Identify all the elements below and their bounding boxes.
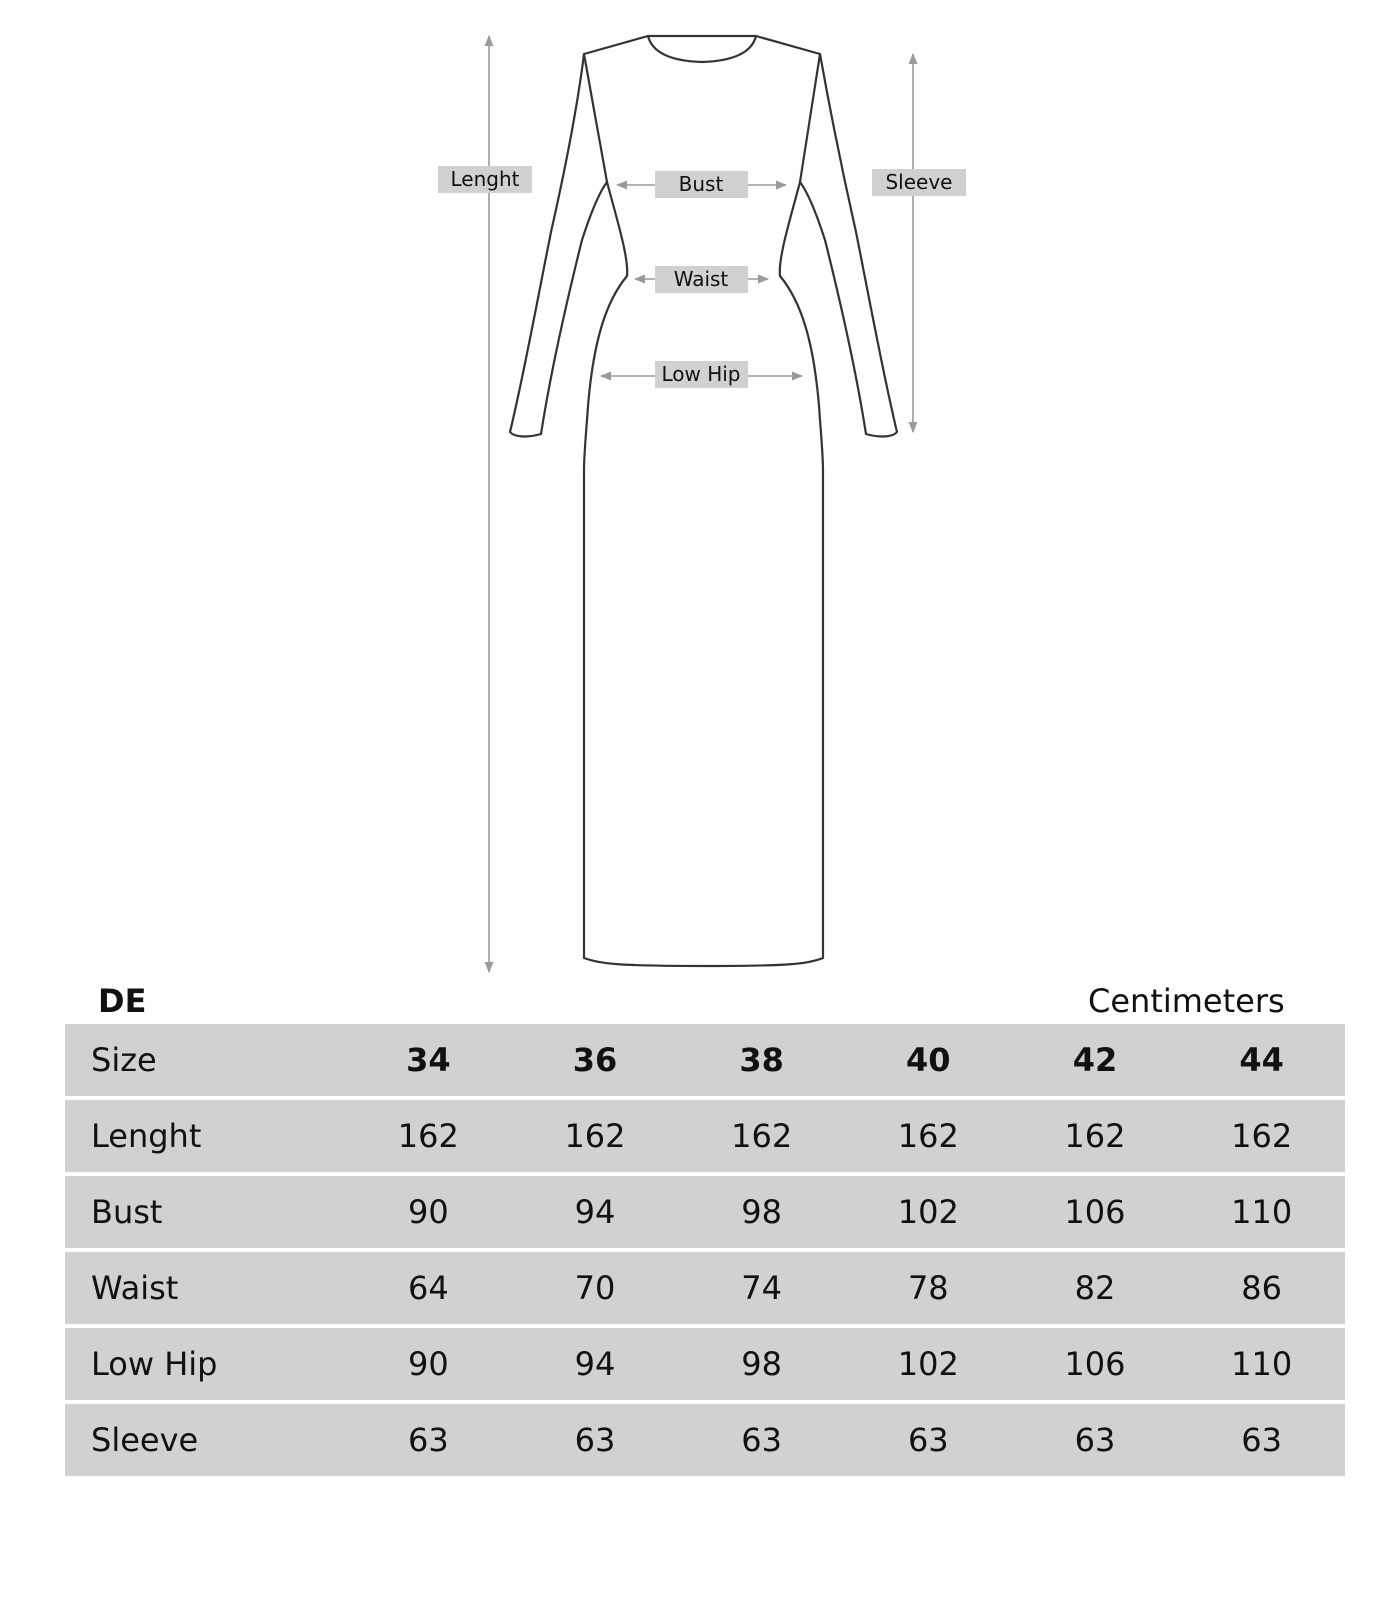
measurement-value: 94 [512,1176,679,1248]
measurement-value: 102 [845,1176,1012,1248]
measurement-value: 98 [678,1176,845,1248]
measurement-value: 90 [345,1328,512,1400]
row-label: Sleeve [65,1404,345,1476]
measurement-row [65,1176,1345,1248]
measurement-value: 162 [1012,1100,1179,1172]
measurement-value: 94 [512,1328,679,1400]
measurement-value: 63 [678,1404,845,1476]
measurement-value: 63 [1012,1404,1179,1476]
measurement-value: 162 [845,1100,1012,1172]
measurement-row [65,1328,1345,1400]
measurement-value: 106 [1012,1176,1179,1248]
row-label: Size [65,1024,345,1096]
size-header-row [65,1024,1345,1096]
size-value: 44 [1178,1024,1345,1096]
measurement-labels [438,166,966,388]
measurement-value: 102 [845,1328,1012,1400]
measurement-value: 78 [845,1252,1012,1324]
measurement-value: 82 [1012,1252,1179,1324]
measurement-value: 106 [1012,1328,1179,1400]
size-value: 38 [678,1024,845,1096]
sleeve-label: Sleeve [885,170,953,194]
left-armhole-seam [584,54,607,182]
measurement-value: 70 [512,1252,679,1324]
bust-label: Bust [678,172,724,196]
measurement-value: 162 [345,1100,512,1172]
measurement-value: 63 [512,1404,679,1476]
size-value: 34 [345,1024,512,1096]
size-table [65,1020,1345,1480]
row-label: Bust [65,1176,345,1248]
unit-label: Centimeters [1088,982,1285,1020]
measurement-row [65,1100,1345,1172]
measurement-value: 162 [1178,1100,1345,1172]
measurement-value: 98 [678,1328,845,1400]
measurement-value: 110 [1178,1328,1345,1400]
size-value: 40 [845,1024,1012,1096]
measurement-value: 74 [678,1252,845,1324]
size-value: 36 [512,1024,679,1096]
length-label: Lenght [450,167,520,191]
size-table-body [65,1024,1345,1476]
row-label: Lenght [65,1100,345,1172]
size-value: 42 [1012,1024,1179,1096]
waist-label: Waist [673,267,729,291]
neckline [648,36,756,62]
measurement-value: 63 [345,1404,512,1476]
measurement-value: 110 [1178,1176,1345,1248]
right-armhole-seam [800,54,820,182]
measurement-value: 64 [345,1252,512,1324]
row-label: Low Hip [65,1328,345,1400]
low-hip-label: Low Hip [661,362,741,386]
measurement-row [65,1252,1345,1324]
size-system-label: DE [98,982,147,1020]
measurement-value: 90 [345,1176,512,1248]
measurement-value: 162 [678,1100,845,1172]
measurement-value: 86 [1178,1252,1345,1324]
measurement-value: 63 [845,1404,1012,1476]
measurement-row [65,1404,1345,1476]
measurement-value: 63 [1178,1404,1345,1476]
row-label: Waist [65,1252,345,1324]
measurement-value: 162 [512,1100,679,1172]
